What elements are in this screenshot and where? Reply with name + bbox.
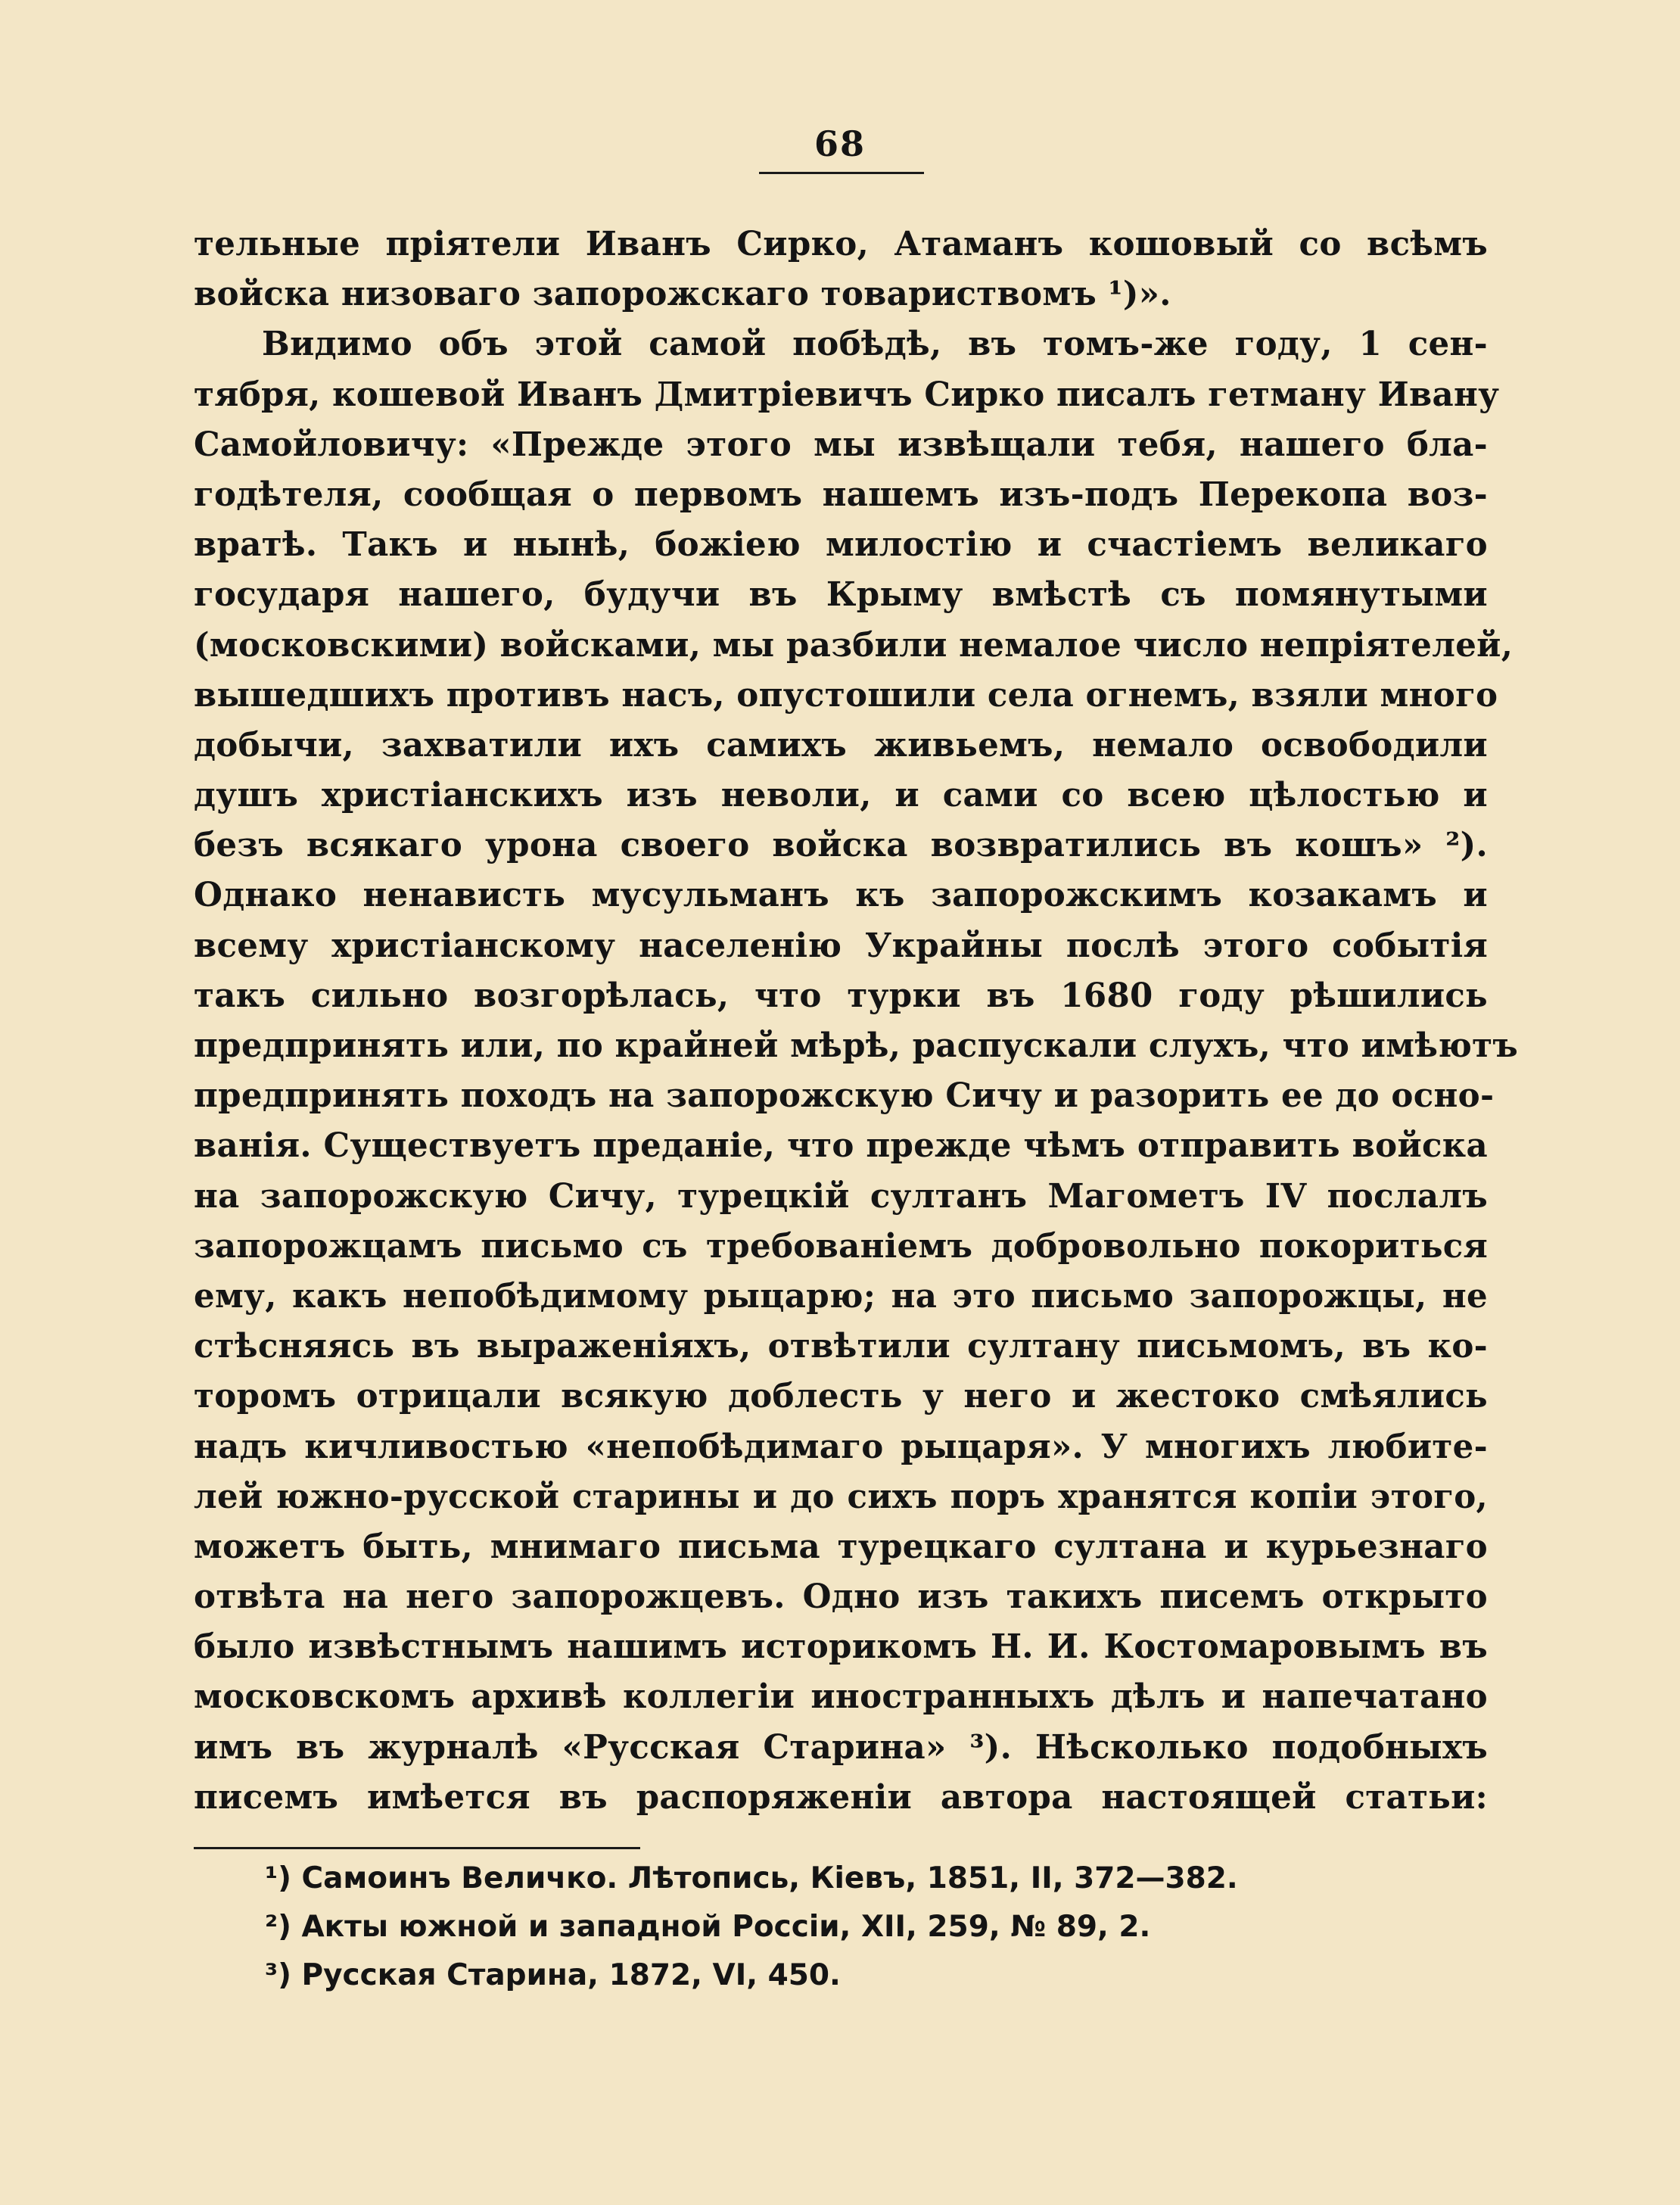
text-line: такъ сильно возгорѣлась, что турки въ 1680 году рѣшились <box>194 976 1488 1015</box>
text-line: лей южно-русской старины и до сихъ поръ хранятся копіи этого, <box>194 1477 1488 1516</box>
text-line: годѣтеля, сообщая о первомъ нашемъ изъ-подъ Перекопа воз- <box>194 475 1488 514</box>
text-line: тельные пріятели Иванъ Сирко, Атаманъ кошовый со всѣмъ <box>194 225 1488 263</box>
text-line: тября, кошевой Иванъ Дмитріевичъ Сирко писалъ гетману Ивану <box>194 375 1500 414</box>
text-line: войска низоваго запорожскаго товариствомъ ¹)». <box>194 275 1171 314</box>
text-line: стѣсняясь въ выраженіяхъ, отвѣтили султану письмомъ, въ ко- <box>194 1327 1488 1366</box>
text-line: вышедшихъ противъ насъ, опустошили села огнемъ, взяли много <box>194 675 1498 715</box>
text-line: ему, какъ непобѣдимому рыцарю; на это письмо запорожцы, не <box>194 1276 1488 1316</box>
text-line: писемъ имѣется въ распоряженіи автора настоящей статьи: <box>194 1777 1488 1817</box>
page-number: 68 <box>814 123 866 164</box>
text-line: запорожцамъ письмо съ требованіемъ добровольно покориться <box>194 1226 1488 1266</box>
text-line: Однако ненависть мусульманъ къ запорожскимъ козакамъ и <box>194 876 1488 915</box>
text-line: предпринять или, по крайней мѣрѣ, распускали слухъ, что имѣютъ <box>194 1026 1519 1065</box>
text-line: отвѣта на него запорожцевъ. Одно изъ такихъ писемъ открыто <box>194 1577 1488 1617</box>
text-line: (московскими) войсками, мы разбили немалое число непріятелей, <box>194 625 1514 665</box>
text-line: торомъ отрицали всякую доблесть у него и жестоко смѣялись <box>194 1377 1488 1416</box>
text-line: на запорожскую Сичу, турецкій султанъ Магометъ IV послалъ <box>194 1176 1488 1216</box>
footnote: ³) Русская Старина, 1872, VI, 450. <box>265 1958 841 1992</box>
text-line: можетъ быть, мнимаго письма турецкаго султана и курьезнаго <box>194 1527 1488 1566</box>
text-line: государя нашего, будучи въ Крыму вмѣстѣ съ помянутыми <box>194 575 1488 615</box>
text-line: ванія. Существуетъ преданіе, что прежде чѣмъ отправить войска <box>194 1126 1488 1166</box>
text-line: вратѣ. Такъ и нынѣ, божіею милостію и счастіемъ великаго <box>194 525 1488 565</box>
text-line: всему христіанскому населенію Украйны послѣ этого событія <box>194 926 1488 965</box>
page-number-rule <box>759 172 924 174</box>
text-line: добычи, захватили ихъ самихъ живьемъ, немало освободили <box>194 725 1488 765</box>
body-text <box>194 220 1519 1823</box>
footnotes <box>265 1855 1400 2000</box>
text-line: Видимо объ этой самой побѣдѣ, въ томъ-же году, 1 сен- <box>262 325 1488 364</box>
text-line: надъ кичливостью «непобѣдимаго рыцаря». У многихъ любите- <box>194 1427 1488 1466</box>
text-line: предпринять походъ на запорожскую Сичу и разорить ее до осно- <box>194 1076 1495 1116</box>
text-line: душъ христіанскихъ изъ неволи, и сами со всею цѣлостью и <box>194 776 1488 815</box>
text-line: было извѣстнымъ нашимъ историкомъ Н. И. Костомаровымъ въ <box>194 1627 1488 1667</box>
text-line: Самойловичу: «Прежде этого мы извѣщали тебя, нашего бла- <box>194 425 1488 464</box>
text-line: безъ всякаго урона своего войска возвратились въ кошъ» ²). <box>194 826 1488 865</box>
footnote-rule <box>194 1847 640 1849</box>
text-line: московскомъ архивѣ коллегіи иностранныхъ дѣлъ и напечатано <box>194 1677 1488 1717</box>
text-line: имъ въ журналѣ «Русская Старина» ³). Нѣсколько подобныхъ <box>194 1727 1488 1767</box>
footnote: ¹) Самоинъ Величко. Лѣтопись, Кіевъ, 1851, II, 372—382. <box>265 1861 1238 1895</box>
footnote: ²) Акты южной и западной Россіи, XII, 259, № 89, 2. <box>265 1910 1151 1944</box>
